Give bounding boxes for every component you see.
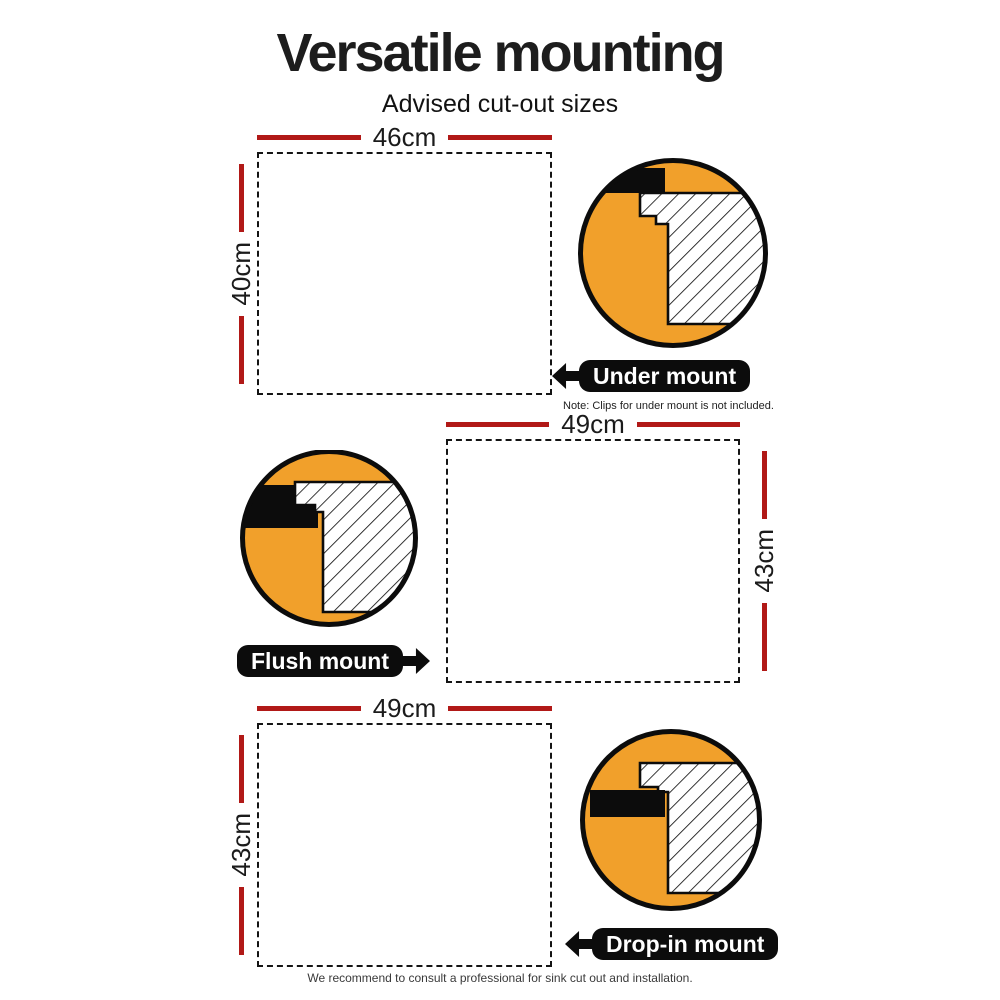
drop-in-mount-cutout-rect xyxy=(257,723,552,967)
dimension-line xyxy=(762,451,767,519)
dimension-line xyxy=(239,735,244,803)
drop-in-mount-cross-section-icon xyxy=(580,729,762,916)
dimension-line xyxy=(257,135,361,140)
flush-mount-cutout-rect xyxy=(446,439,740,683)
flush-mount-callout xyxy=(237,645,430,677)
flush-mount-width-dimension xyxy=(446,409,740,439)
height-dimension-label: 43cm xyxy=(225,813,256,877)
under-mount-cutout-rect xyxy=(257,152,552,395)
dimension-line xyxy=(448,706,552,711)
drop-in-mount-width-dimension xyxy=(257,693,552,723)
flush-mount-height-dimension xyxy=(749,451,779,671)
under-mount-label: Under mount xyxy=(579,360,750,392)
dimension-line xyxy=(762,603,767,671)
dimension-line xyxy=(637,422,740,427)
footer-disclaimer: We recommend to consult a professional for sink cut out and installation. xyxy=(307,971,693,985)
drop-in-mount-height-dimension xyxy=(226,735,256,955)
under-mount-width-dimension xyxy=(257,122,552,152)
under-mount-height-dimension xyxy=(226,164,256,384)
arrow-left-icon xyxy=(552,363,579,389)
dimension-line xyxy=(448,135,552,140)
width-dimension-label: 49cm xyxy=(561,408,625,439)
drop-in-mount-callout xyxy=(565,928,778,960)
page-subtitle: Advised cut-out sizes xyxy=(381,90,619,118)
width-dimension-label: 49cm xyxy=(372,692,437,723)
arrow-left-icon xyxy=(565,931,592,957)
under-mount-cross-section-icon xyxy=(578,158,768,353)
flush-mount-cross-section-icon xyxy=(240,450,418,633)
under-mount-note: Note: Clips for under mount is not included. xyxy=(563,400,774,412)
flush-mount-label: Flush mount xyxy=(237,645,403,677)
dimension-line xyxy=(446,422,549,427)
width-dimension-label: 46cm xyxy=(372,121,437,152)
drop-in-mount-label: Drop-in mount xyxy=(592,928,778,960)
dimension-line xyxy=(239,316,244,384)
page-title: Versatile mounting xyxy=(276,23,724,83)
dimension-line xyxy=(257,706,361,711)
under-mount-callout xyxy=(552,360,750,392)
dimension-line xyxy=(239,164,244,232)
arrow-right-icon xyxy=(403,648,430,674)
height-dimension-label: 43cm xyxy=(748,529,779,593)
dimension-line xyxy=(239,887,244,955)
height-dimension-label: 40cm xyxy=(225,242,256,306)
